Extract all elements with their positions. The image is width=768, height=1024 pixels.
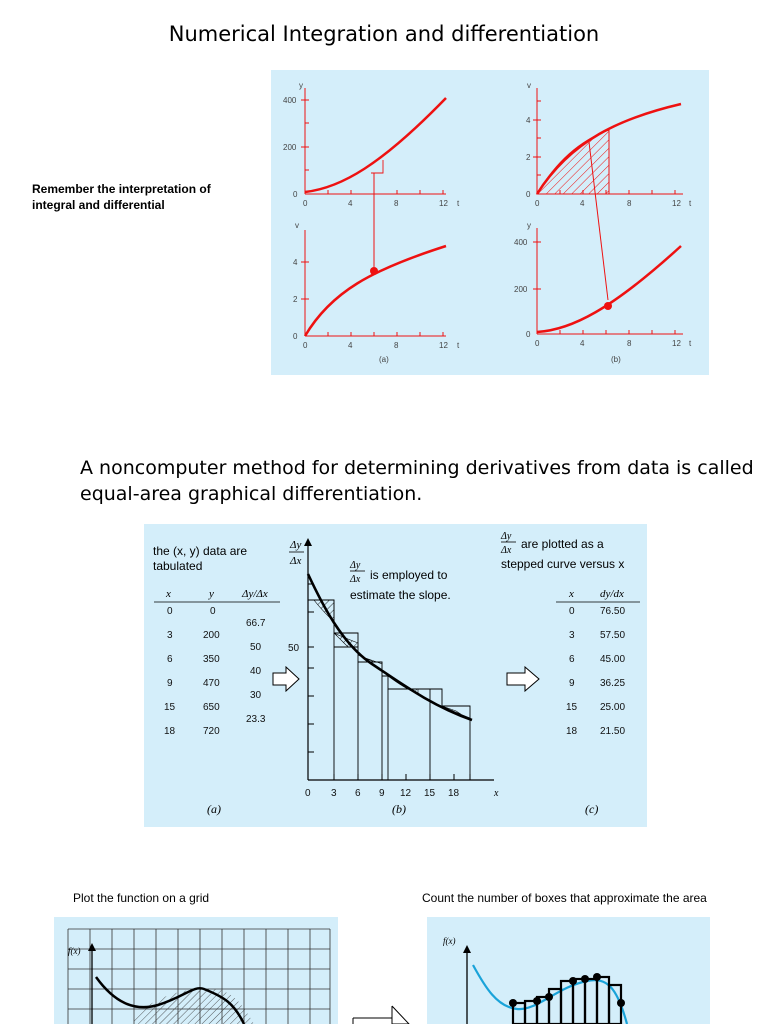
axis-label-t2: t — [457, 341, 460, 350]
table-c-x-4: 15 — [566, 702, 578, 713]
table-a-header-slope: Δy/Δx — [242, 588, 268, 600]
table-c-d-4: 25.00 — [600, 702, 626, 713]
bottom-right-caption: Count the number of boxes that approximate the area — [422, 891, 707, 905]
bottom-left-caption: Plot the function on a grid — [73, 891, 210, 905]
tick-t2-12: 12 — [439, 341, 448, 350]
table-a-header-y: y — [209, 588, 214, 600]
chart-b-ylabel-den: Δx — [290, 555, 302, 567]
table-c-d-3: 36.25 — [600, 678, 626, 689]
plotted-symbol-num: Δy — [501, 531, 512, 542]
chart-b-xtick-18: 18 — [448, 788, 460, 799]
chart-b-y-arrow — [304, 538, 312, 546]
section-heading — [80, 455, 754, 507]
tick-v-4: 4 — [293, 258, 298, 267]
axis-label-tb: t — [689, 199, 692, 208]
axis-label-v-b: v — [527, 81, 531, 90]
tick-t2-4: 4 — [348, 341, 353, 350]
section-heading-line-2: equal-area graphical differentiation. — [80, 483, 423, 505]
tick-tb2-4: 4 — [580, 339, 585, 348]
table-c-header-x: x — [569, 588, 574, 600]
tick-t-12: 12 — [439, 199, 448, 208]
tick-yb-400: 400 — [514, 238, 528, 247]
table-c-d-1: 57.50 — [600, 630, 626, 641]
slope-note-line-1: is employed to — [370, 568, 448, 582]
tick-yb-200: 200 — [514, 285, 528, 294]
tick-vb-2: 2 — [526, 153, 531, 162]
table-c-x-0: 0 — [569, 606, 575, 617]
table-a-x-1: 3 — [167, 630, 173, 641]
tick-tb-8: 8 — [627, 199, 632, 208]
plotted-note — [501, 534, 624, 574]
grid-fx-label: f(x) — [68, 946, 81, 956]
remember-note-line-2: integral and differential — [32, 198, 165, 212]
chart-b-xtick-9: 9 — [379, 788, 385, 799]
slope-note — [350, 565, 451, 605]
table-a-y-0: 0 — [210, 606, 216, 617]
slope-note-line-2: estimate the slope. — [350, 588, 451, 602]
arrow-right-icon — [506, 666, 540, 692]
tick-tb2-8: 8 — [627, 339, 632, 348]
plotted-note-line-2: stepped curve versus x — [501, 557, 625, 571]
plotted-symbol-den: Δx — [501, 545, 512, 556]
chart-b-steps — [308, 600, 470, 780]
diff-caption-a: (a) — [207, 802, 221, 816]
table-a-x-4: 15 — [164, 702, 176, 713]
caption-b: (b) — [611, 355, 621, 364]
table-a-y-2: 350 — [203, 654, 220, 665]
table-a-x-2: 6 — [167, 654, 173, 665]
intro-text — [153, 544, 247, 574]
axis-label-y-b: y — [527, 221, 531, 230]
table-a-slope-1: 50 — [250, 642, 262, 653]
table-a-slope-2: 40 — [250, 666, 262, 677]
tick-tb-0: 0 — [535, 199, 540, 208]
grid-function-figure — [54, 917, 338, 1024]
table-a-y-4: 650 — [203, 702, 220, 713]
chart-b-xtick-12: 12 — [400, 788, 412, 799]
plotted-note-line-1: are plotted as a — [521, 537, 604, 551]
chart-b-y-ticks — [308, 584, 314, 752]
tick-tb-4: 4 — [580, 199, 585, 208]
chart-b-xtick-15: 15 — [424, 788, 436, 799]
table-a-header-x: x — [166, 588, 171, 600]
tick-t2-0: 0 — [303, 341, 308, 350]
section-heading-line-1: A noncomputer method for determining derivatives from data is called — [80, 457, 754, 479]
diff-caption-b: (b) — [392, 802, 406, 816]
tick-yb-0: 0 — [526, 330, 531, 339]
table-c — [554, 583, 644, 743]
caption-a: (a) — [379, 355, 389, 364]
box-count-figure — [427, 917, 710, 1024]
table-c-x-5: 18 — [566, 726, 578, 737]
chart-b-xtick-3: 3 — [331, 788, 337, 799]
table-a-y-1: 200 — [203, 630, 220, 641]
tick-t-8: 8 — [394, 199, 399, 208]
tick-vb-0: 0 — [526, 190, 531, 199]
table-a-x-0: 0 — [167, 606, 173, 617]
slope-symbol-num: Δy — [350, 560, 361, 571]
slope-symbol-den: Δx — [350, 574, 361, 585]
chart-b-x-ticks — [334, 774, 470, 780]
chart-b-xlabel: x — [494, 788, 499, 799]
chart-b-ylabel-num: Δy — [290, 539, 302, 551]
tick-y-400: 400 — [283, 96, 297, 105]
axis-label-tb2: t — [689, 339, 692, 348]
panel-b-point — [604, 302, 612, 310]
chart-b-hatched-regions — [314, 600, 470, 720]
table-a-slope-0: 66.7 — [246, 618, 266, 629]
page-title: Numerical Integration and differentiation — [168, 22, 600, 46]
table-c-d-2: 45.00 — [600, 654, 626, 665]
panel-a-point — [370, 267, 378, 275]
table-a-slope-3: 30 — [250, 690, 262, 701]
remember-note-line-1: Remember the interpretation of — [32, 182, 211, 196]
table-a-x-5: 18 — [164, 726, 176, 737]
arrow-right-icon — [352, 1004, 410, 1024]
axis-label-y: y — [299, 81, 303, 90]
box-fx-label: f(x) — [443, 936, 456, 946]
chart-b-xtick-6: 6 — [355, 788, 361, 799]
integration-differentiation-figure — [271, 70, 709, 375]
tick-t2-8: 8 — [394, 341, 399, 350]
table-c-x-3: 9 — [569, 678, 575, 689]
table-c-d-5: 21.50 — [600, 726, 626, 737]
table-a — [152, 583, 282, 743]
table-c-d-0: 76.50 — [600, 606, 626, 617]
table-c-x-2: 6 — [569, 654, 575, 665]
chart-b-ytick-50: 50 — [288, 643, 300, 654]
table-c-header-dydx: dy/dx — [600, 588, 624, 600]
intro-line-1: the (x, y) data are — [153, 544, 248, 558]
tick-t-4: 4 — [348, 199, 353, 208]
tick-t-0: 0 — [303, 199, 308, 208]
tick-v-0: 0 — [293, 332, 298, 341]
tick-y-0: 0 — [293, 190, 298, 199]
tick-tb-12: 12 — [672, 199, 681, 208]
tick-vb-4: 4 — [526, 116, 531, 125]
axis-label-v: v — [295, 221, 299, 230]
tick-tb2-12: 12 — [672, 339, 681, 348]
box-figure-background — [427, 917, 710, 1024]
table-a-x-3: 9 — [167, 678, 173, 689]
chart-b-xtick-0: 0 — [305, 788, 311, 799]
tick-tb2-0: 0 — [535, 339, 540, 348]
diff-caption-c: (c) — [585, 802, 599, 816]
table-a-y-3: 470 — [203, 678, 220, 689]
axis-label-t: t — [457, 199, 460, 208]
intro-line-2: tabulated — [153, 559, 203, 573]
table-c-x-1: 3 — [569, 630, 575, 641]
tick-y-200: 200 — [283, 143, 297, 152]
table-a-slope-4: 23.3 — [246, 714, 266, 725]
tick-v-2: 2 — [293, 295, 298, 304]
table-a-y-5: 720 — [203, 726, 220, 737]
remember-note — [32, 181, 211, 213]
